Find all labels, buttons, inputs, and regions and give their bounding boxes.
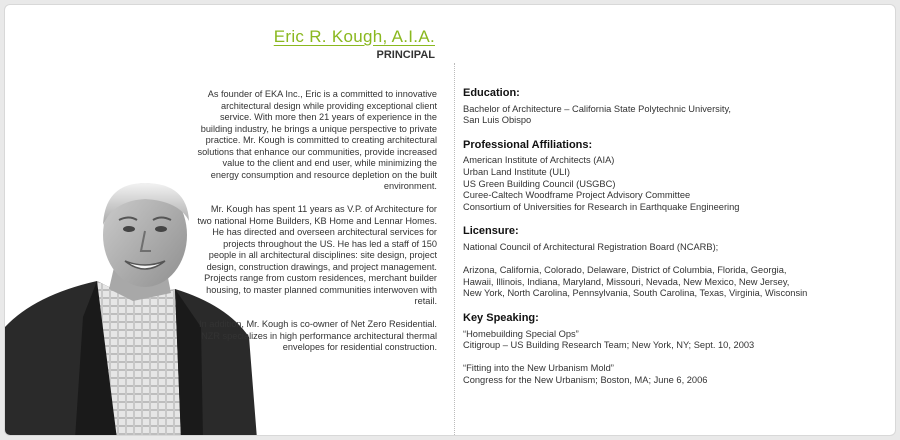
education-section	[463, 88, 863, 127]
education-line: Bachelor of Architecture – California State Polytechnic University,	[463, 103, 732, 114]
affiliations-section	[463, 140, 863, 214]
principal-name: Eric R. Kough, A.I.A.	[273, 27, 435, 46]
affiliation-item: Curee-Caltech Woodframe Project Advisory Committee	[463, 190, 691, 201]
bio-paragraph: As founder of EKA Inc., Eric is a committed to innovative architectural design while providing exceptional client service. With more then 21 years of experience in the building industry, he brings a unique perspective to private practice. Mr. Kough is committed to creating architectural solutions that enhance our communities, provide increased value to the client and end user, while minimizing the energy consumption and resource depletion on the built environment.	[197, 89, 437, 191]
affiliation-item: Consortium of Universities for Research in Earthquake Engineering	[463, 201, 740, 212]
licensure-heading: Licensure:	[463, 225, 519, 238]
education-line: San Luis Obispo	[463, 115, 532, 126]
talk-title: “Fitting into the New Urbanism Mold”	[463, 363, 614, 374]
affiliation-item: American Institute of Architects (AIA)	[463, 155, 615, 166]
bio-paragraph: In addition, Mr. Kough is co-owner of Net Zero Residential. NZR specializes in high performance architectural thermal envelopes for residential construction.	[199, 319, 437, 352]
column-divider	[454, 63, 455, 435]
bio-text	[195, 89, 437, 365]
speaking-heading: Key Speaking:	[463, 311, 539, 324]
profile-card	[4, 4, 896, 436]
affiliations-heading: Professional Affiliations:	[463, 138, 593, 151]
affiliation-item: Urban Land Institute (ULI)	[463, 166, 570, 177]
licensure-states-line: Arizona, California, Colorado, Delaware, District of Columbia, Florida, Georgia,	[463, 265, 787, 276]
affiliation-item: US Green Building Council (USGBC)	[463, 178, 616, 189]
licensure-board: National Council of Architectural Registration Board (NCARB);	[463, 241, 719, 252]
talk-venue: Congress for the New Urbanism; Boston, MA; June 6, 2006	[463, 374, 708, 385]
licensure-states-line: Hawaii, Illinois, Indiana, Maryland, Missouri, Nevada, New Mexico, New Jersey,	[463, 276, 790, 287]
speaking-section	[463, 313, 863, 387]
licensure-states-line: New York, North Carolina, Pennsylvania, South Carolina, Texas, Virginia, Wisconsin	[463, 288, 808, 299]
education-heading: Education:	[463, 87, 520, 99]
bio-paragraph: Mr. Kough has spent 11 years as V.P. of Architecture for two national Home Builders, KB Home and Lennar Homes. He has directed and overseen architectural services for projects throughout the US. He has led a staff of 150 people in all architectural disciplines: site design, project design, construction drawings, and project management. Projects range from custom residences, merchant builder housing, to master planned communities interwoven with retail.	[197, 204, 437, 306]
principal-role: PRINCIPAL	[376, 49, 435, 61]
talk-title: “Homebuilding Special Ops”	[463, 328, 579, 339]
credentials-column	[463, 88, 863, 399]
licensure-section	[463, 226, 863, 300]
talk-venue: Citigroup – US Building Research Team; New York, NY; Sept. 10, 2003	[463, 340, 755, 351]
